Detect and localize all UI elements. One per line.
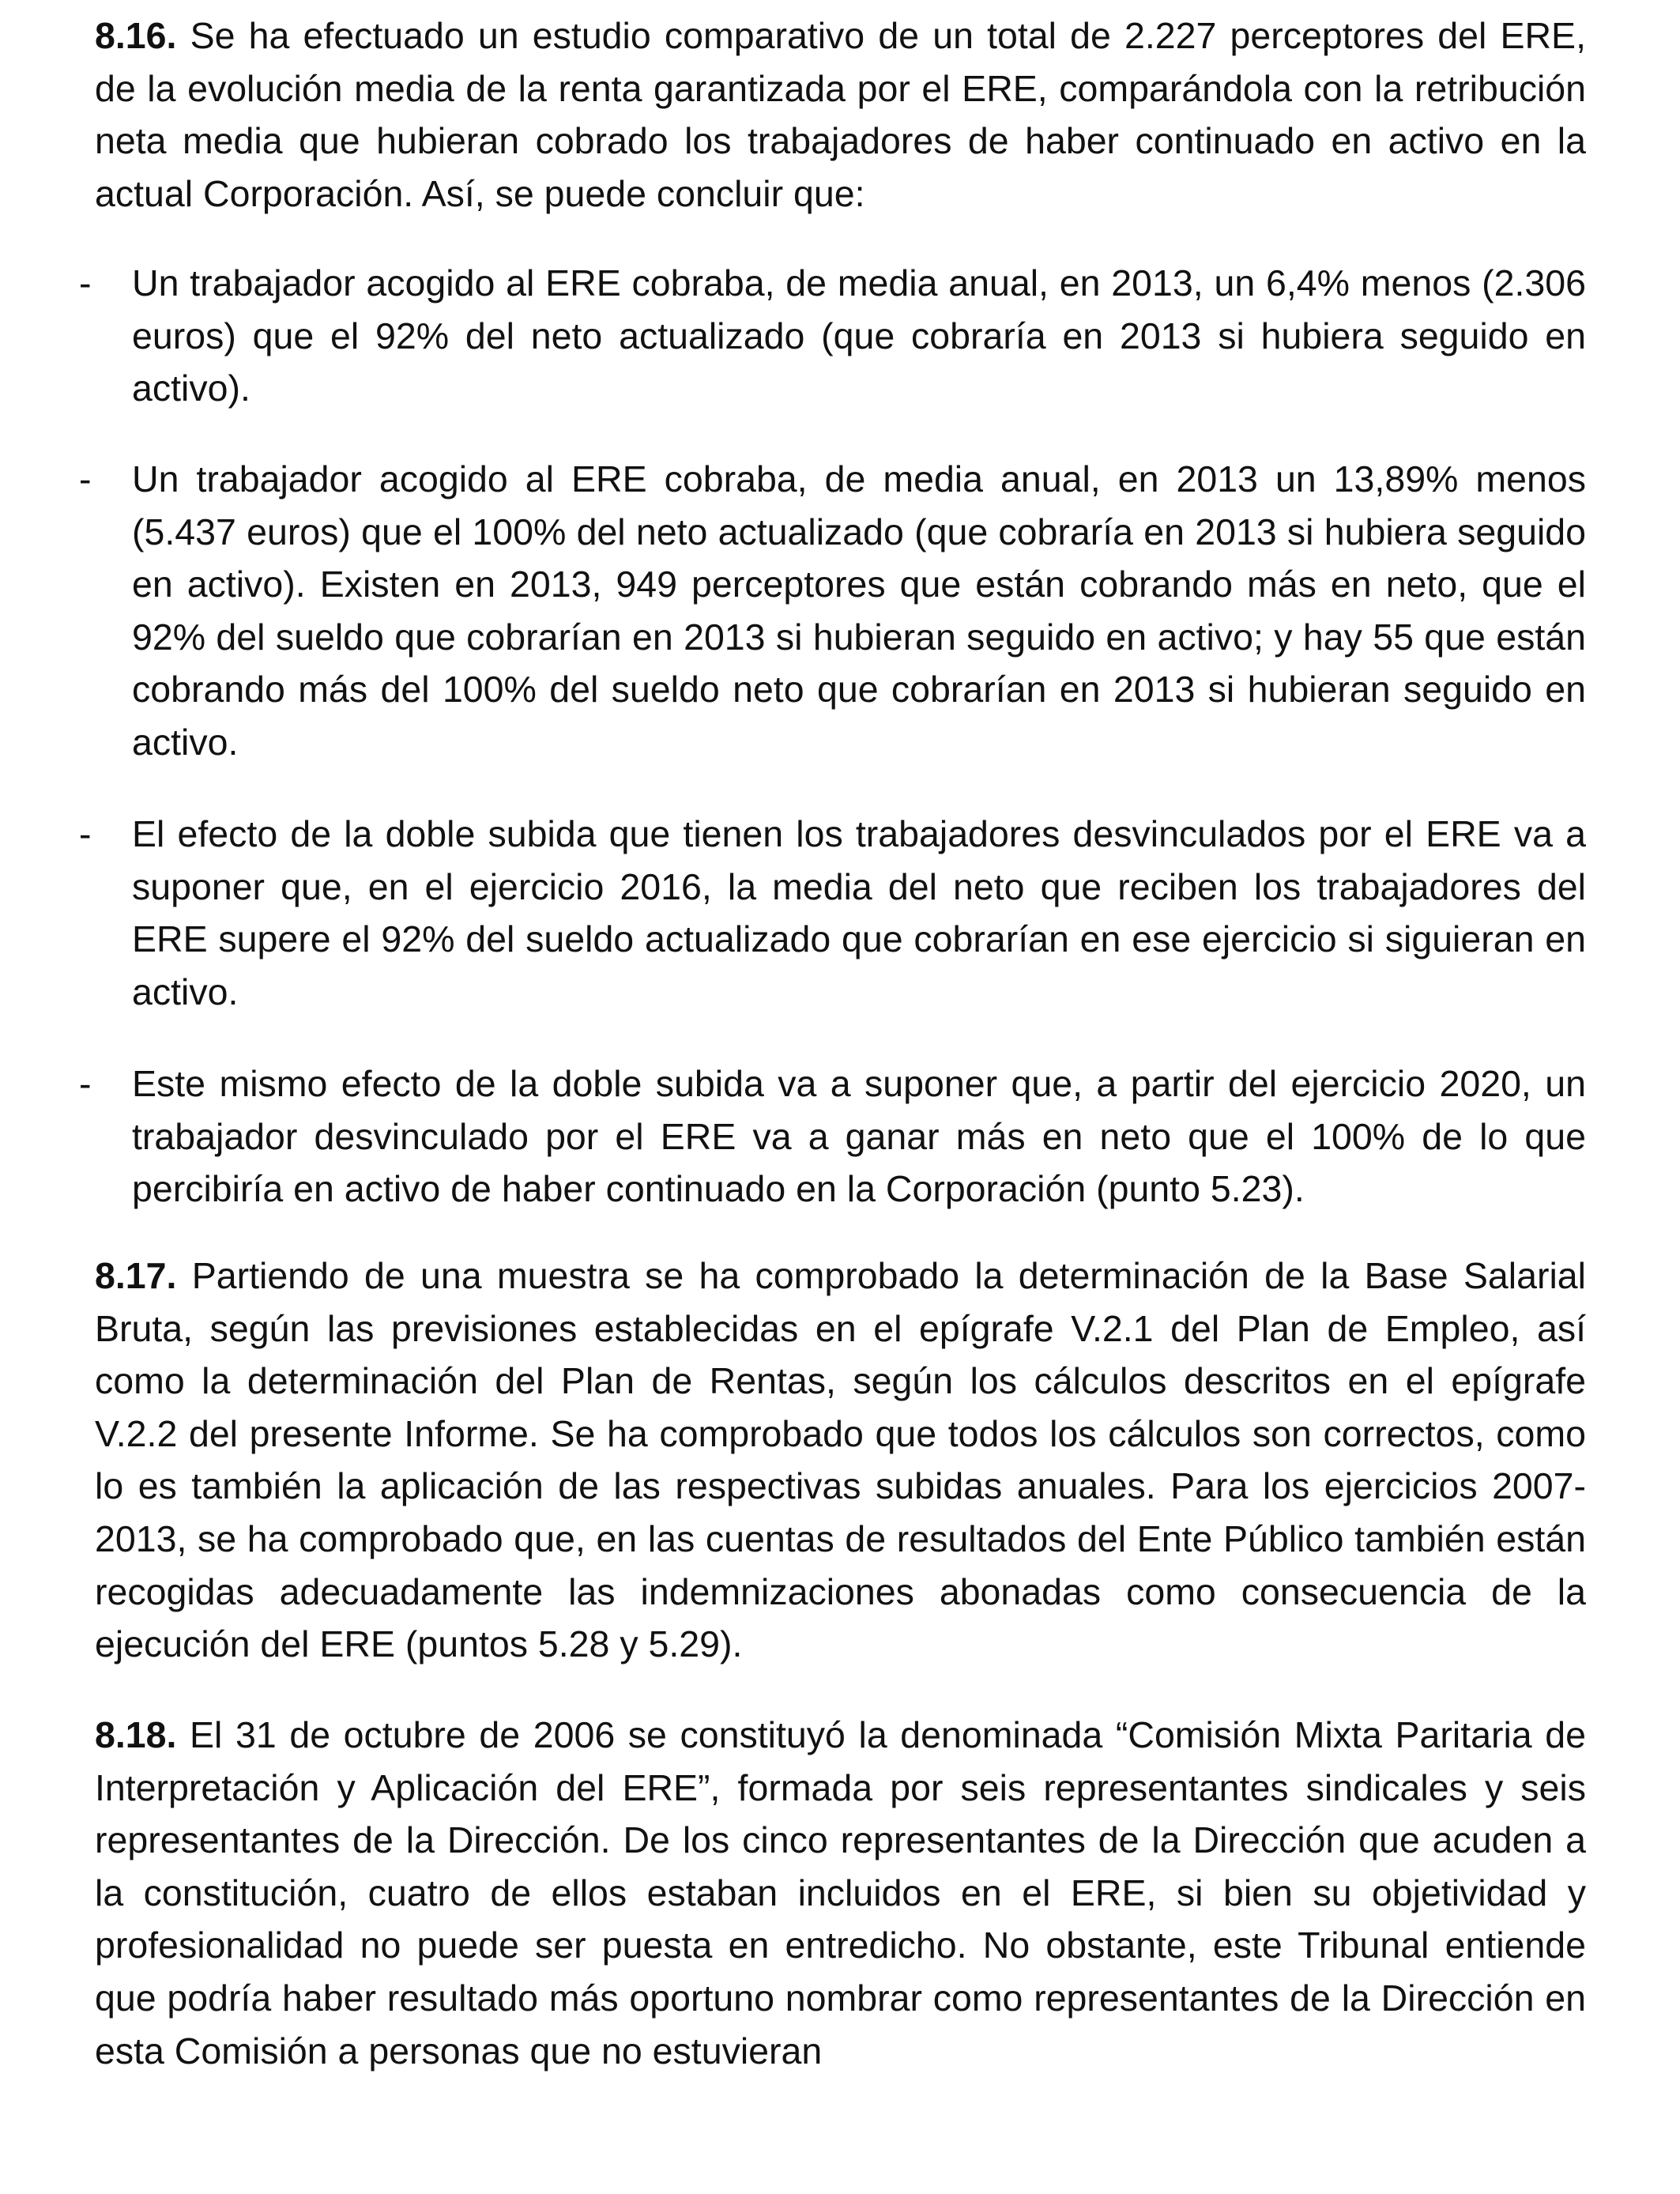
paragraph-8-18 [95,1709,1586,2077]
bullet-item [79,1057,1586,1216]
paragraph-text: Partiendo de una muestra se ha comprobado la determinación de la Base Salarial Bruta, según las previsiones establecidas en el epígrafe V.2.1 del Plan de Empleo, así como la determinación del Plan de Rentas, según los cálculos descritos en el epígrafe V.2.2 del presente Informe. Se ha comprobado que todos los cálculos son correctos, como lo es también la aplicación de las respectivas subidas anuales. Para los ejercicios 2007-2013, se ha comprobado que, en las cuentas de resultados del Ente Público también están recogidas adecuadamente las indemnizaciones abonadas como consecuencia de la ejecución del ERE (puntos 5.28 y 5.29). [95,1255,1586,1665]
paragraph-text: El 31 de octubre de 2006 se constituyó la denominada “Comisión Mixta Paritaria de Interpretación y Aplicación del ERE”, formada por seis representantes sindicales y seis representantes de la Dirección. De los cinco representantes de la Dirección que acuden a la constitución, cuatro de ellos estaban incluidos en el ERE, si bien su objetividad y profesionalidad no puede ser puesta en entredicho. No obstante, este Tribunal entiende que podría haber resultado más oportuno nombrar como representantes de la Dirección en esta Comisión a personas que no estuvieran [95,1714,1586,2071]
bullet-dash: - [79,262,92,303]
bullet-dash: - [79,813,92,854]
paragraph-8-16 [95,9,1586,220]
bullet-text: Un trabajador acogido al ERE cobraba, de media anual, en 2013 un 13,89% menos (5.437 euros) que el 100% del neto actualizado (que cobraría en 2013 si hubiera seguido en activo). Existen en 2013, 949 perceptores que están cobrando más en neto, que el 92% del sueldo que cobrarían en 2013 si hubieran seguido en activo; y hay 55 que están cobrando más del 100% del sueldo neto que cobrarían en 2013 si hubieran seguido en activo. [132,458,1586,763]
bullet-text: Un trabajador acogido al ERE cobraba, de media anual, en 2013, un 6,4% menos (2.306 euros) que el 92% del neto actualizado (que cobraría en 2013 si hubiera seguido en activo). [132,262,1586,409]
section-number: 8.18. [95,1714,177,1755]
section-number: 8.17. [95,1255,177,1296]
paragraph-8-17 [95,1250,1586,1671]
bullet-item [79,808,1586,1018]
bullet-text: Este mismo efecto de la doble subida va a suponer que, a partir del ejercicio 2020, un trabajador desvinculado por el ERE va a ganar más en neto que el 100% de lo que percibiría en activo de haber continuado en la Corporación (punto 5.23). [132,1063,1586,1210]
paragraph-text: Se ha efectuado un estudio comparativo de un total de 2.227 perceptores del ERE, de la evolución media de la renta garantizada por el ERE, comparándola con la retribución neta media que hubieran cobrado los trabajadores de haber continuado en activo en la actual Corporación. Así, se puede concluir que: [95,15,1586,214]
bullet-dash: - [79,1063,92,1104]
bullet-item [79,257,1586,415]
bullet-text: El efecto de la doble subida que tienen los trabajadores desvinculados por el ERE va a suponer que, en el ejercicio 2016, la media del neto que reciben los trabajadores del ERE supere el 92% del sueldo actualizado que cobrarían en ese ejercicio si siguieran en activo. [132,813,1586,1012]
section-number: 8.16. [95,15,177,56]
bullet-dash: - [79,458,92,499]
bullet-item [79,453,1586,769]
